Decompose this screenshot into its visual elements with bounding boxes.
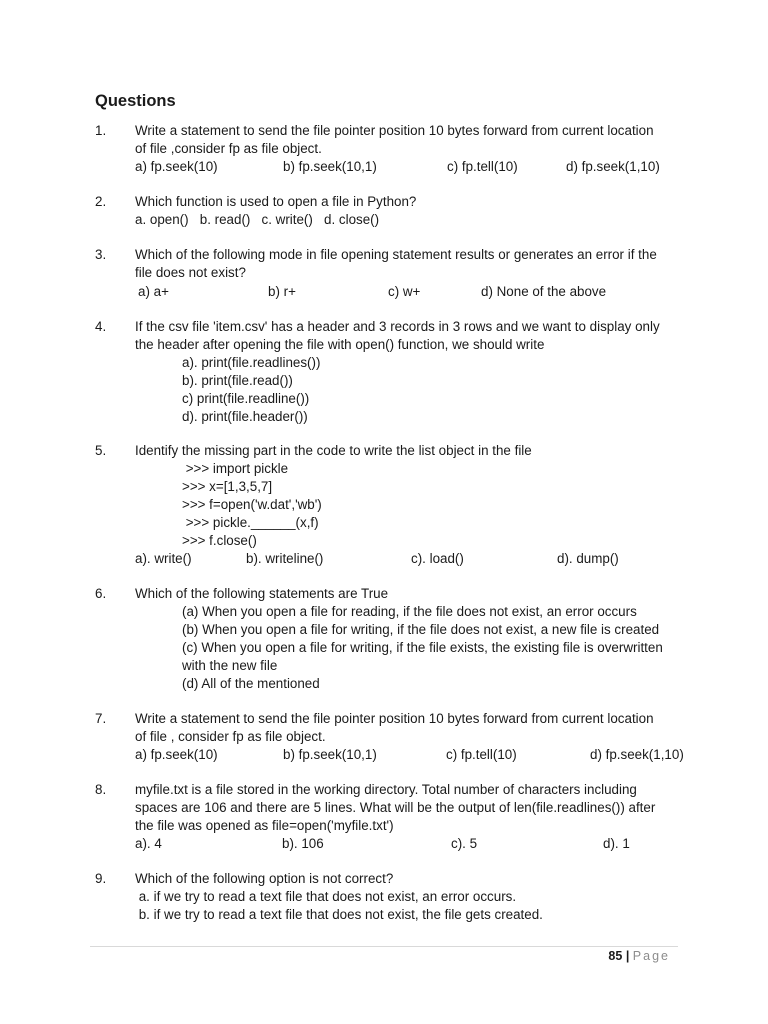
answer-option: c) print(file.readline()) (182, 391, 310, 406)
question-number: 9. (95, 871, 107, 886)
question-number: 5. (95, 443, 107, 458)
answer-option: b). writeline() (246, 551, 324, 566)
answer-option: d) fp.seek(1,10) (566, 159, 660, 174)
question-text-line: spaces are 106 and there are 5 lines. What will be the output of len(file.readlines()) after (135, 800, 656, 815)
page-word: Page (632, 949, 670, 963)
answer-option: d) fp.seek(1,10) (590, 747, 684, 762)
question-number: 4. (95, 319, 107, 334)
page-separator: | (625, 949, 630, 963)
question-text-line: myfile.txt is a file stored in the working directory. Total number of characters including (135, 782, 637, 797)
answer-option: b). 106 (282, 836, 324, 851)
question-text-line: Write a statement to send the file pointer position 10 bytes forward from current location (135, 711, 654, 726)
answer-options-inline: a. open() b. read() c. write() d. close() (135, 212, 380, 227)
answer-option: c). load() (411, 551, 464, 566)
answer-option: d). print(file.header()) (182, 409, 308, 424)
answer-option: a) fp.seek(10) (135, 159, 218, 174)
code-line: >>> f=open('w.dat','wb') (182, 497, 322, 512)
answer-option: c). 5 (451, 836, 478, 851)
question-text-line: Identify the missing part in the code to write the list object in the file (135, 443, 532, 458)
answer-option: b) fp.seek(10,1) (283, 747, 377, 762)
question-text-line: of file ,consider fp as file object. (135, 141, 322, 156)
code-line: >>> x=[1,3,5,7] (182, 479, 273, 494)
answer-option: (b) When you open a file for writing, if the file does not exist, a new file is created (182, 622, 660, 637)
question-text-line: the file was opened as file=open('myfile.txt') (135, 818, 394, 833)
answer-option: c) fp.tell(10) (447, 159, 518, 174)
answer-option: b) r+ (268, 284, 296, 299)
question-text-line: file does not exist? (135, 265, 246, 280)
question-number: 3. (95, 247, 107, 262)
code-line: >>> f.close() (182, 533, 257, 548)
answer-option: (a) When you open a file for reading, if the file does not exist, an error occurs (182, 604, 637, 619)
question-number: 6. (95, 586, 107, 601)
answer-option: d) None of the above (481, 284, 607, 299)
question-text-line: Write a statement to send the file pointer position 10 bytes forward from current location (135, 123, 654, 138)
page-footer (608, 948, 670, 964)
answer-option: a). 4 (135, 836, 162, 851)
answer-option: (d) All of the mentioned (182, 676, 320, 691)
question-number: 7. (95, 711, 107, 726)
answer-option: b. if we try to read a text file that does not exist, the file gets created. (135, 907, 543, 922)
question-number: 8. (95, 782, 107, 797)
question-number: 2. (95, 194, 107, 209)
answer-option: with the new file (182, 658, 278, 673)
page-number: 85 (608, 949, 623, 963)
question-text-line: Which of the following option is not correct? (135, 871, 394, 886)
question-text-line: Which function is used to open a file in Python? (135, 194, 417, 209)
code-line: >>> import pickle (182, 461, 289, 476)
answer-option: a). write() (135, 551, 192, 566)
question-text-line: If the csv file 'item.csv' has a header and 3 records in 3 rows and we want to display only (135, 319, 660, 334)
code-line: >>> pickle.______(x,f) (182, 515, 319, 530)
answer-option: a). print(file.readlines()) (182, 355, 321, 370)
question-text-line: Which of the following statements are True (135, 586, 389, 601)
answer-option: a) fp.seek(10) (135, 747, 218, 762)
answer-option: (c) When you open a file for writing, if the file exists, the existing file is overwritten (182, 640, 663, 655)
answer-option: c) w+ (388, 284, 421, 299)
question-text-line: the header after opening the file with open() function, we should write (135, 337, 545, 352)
answer-option: b) fp.seek(10,1) (283, 159, 377, 174)
answer-option: a. if we try to read a text file that does not exist, an error occurs. (135, 889, 517, 904)
answer-option: c) fp.tell(10) (446, 747, 517, 762)
answer-option: d). 1 (603, 836, 630, 851)
question-text-line: of file , consider fp as file object. (135, 729, 326, 744)
answer-option: d). dump() (557, 551, 619, 566)
question-text-line: Which of the following mode in file opening statement results or generates an error if the (135, 247, 657, 262)
page-heading: Questions (95, 92, 176, 110)
footer-divider (90, 946, 678, 947)
answer-option: b). print(file.read()) (182, 373, 293, 388)
answer-option: a) a+ (138, 284, 169, 299)
question-number: 1. (95, 123, 107, 138)
